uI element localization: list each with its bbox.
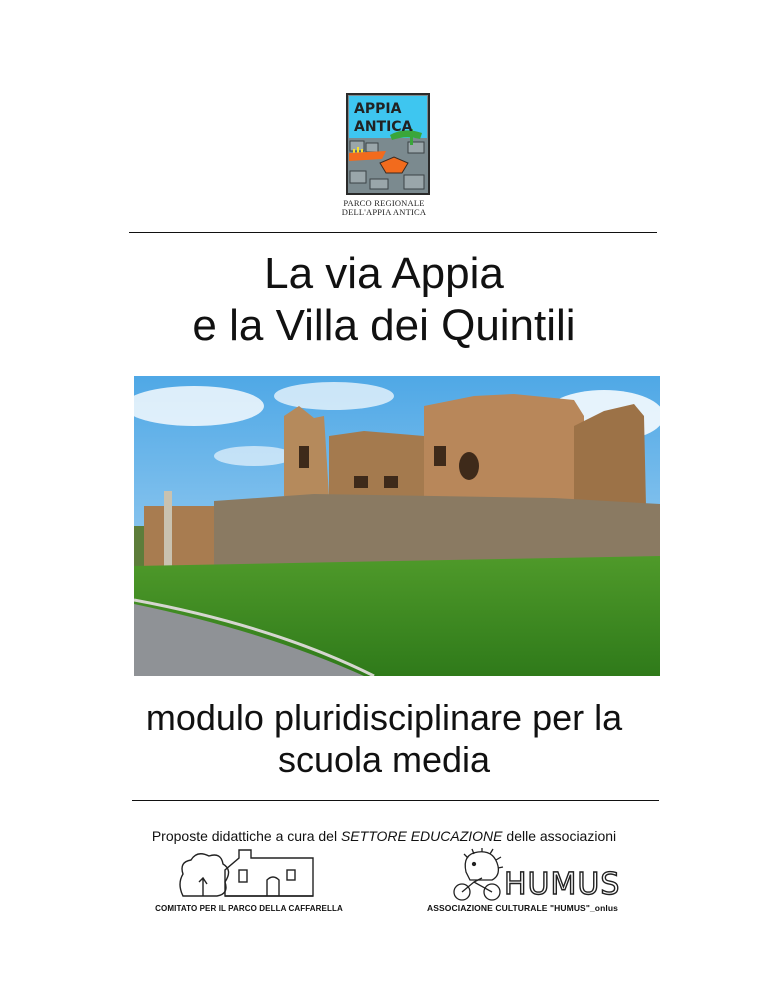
humus-logo	[452, 848, 632, 902]
title-line1: La via Appia	[264, 249, 504, 298]
settore-educazione: SETTORE EDUCAZIONE	[340, 828, 503, 844]
proposte-suffix: delle associazioni	[502, 828, 617, 844]
title-line2: e la Villa dei Quintili	[192, 301, 576, 350]
subtitle-line1: modulo pluridisciplinare per la	[145, 697, 623, 738]
park-caption-line2: DELL'APPIA ANTICA	[341, 207, 427, 217]
divider-bottom	[132, 800, 659, 801]
caffarella-logo	[177, 848, 317, 900]
proposte-prefix: Proposte didattiche a cura del	[151, 828, 341, 844]
villa-ruins-photo	[134, 376, 660, 676]
svg-text:HUMUS: HUMUS	[504, 867, 621, 902]
appia-antica-logo	[346, 93, 430, 195]
caffarella-org-name: COMITATO PER IL PARCO DELLA CAFFARELLA	[155, 904, 343, 913]
humus-org-name: ASSOCIAZIONE CULTURALE "HUMUS"_onlus	[427, 903, 618, 913]
park-caption-line1: PARCO REGIONALE	[343, 198, 425, 208]
svg-text:ANTICA: ANTICA	[354, 119, 413, 135]
divider-top	[129, 232, 657, 233]
proposte-text	[60, 828, 708, 844]
park-caption	[300, 199, 468, 217]
page-title	[60, 248, 708, 352]
svg-text:APPIA: APPIA	[354, 101, 402, 117]
module-subtitle	[60, 697, 708, 781]
subtitle-line2: scuola media	[277, 739, 491, 780]
